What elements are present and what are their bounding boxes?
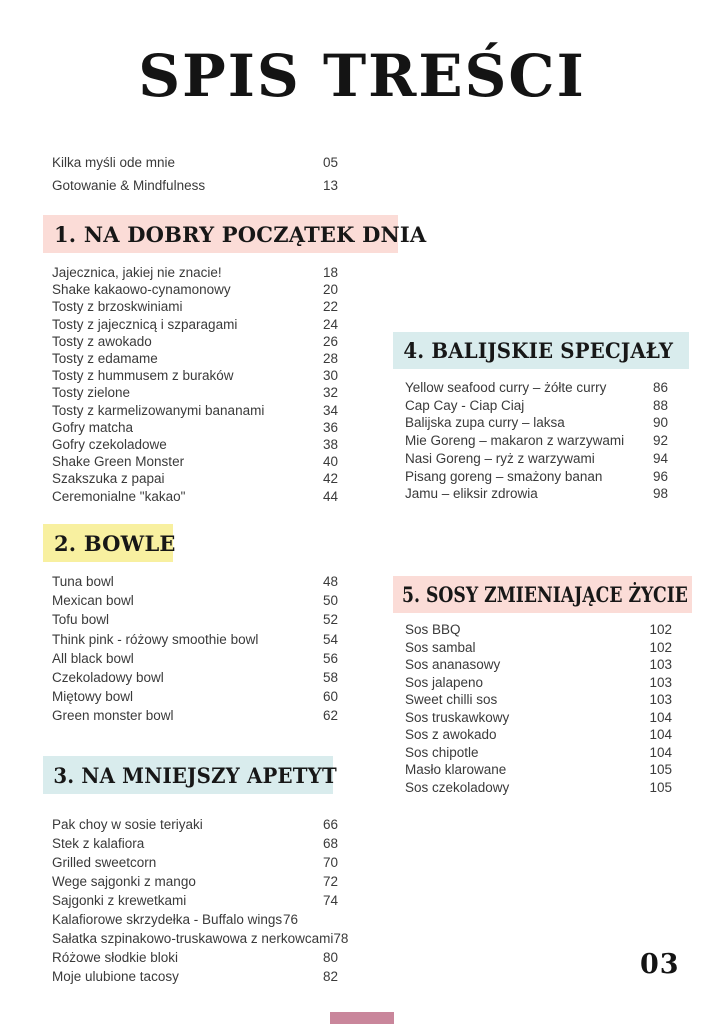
toc-row (52, 853, 338, 872)
toc-item-page: 26 (322, 333, 338, 349)
toc-row (52, 419, 338, 436)
toc-item-page: 76 (282, 912, 298, 927)
section-heading-box-3 (43, 756, 337, 794)
section-heading-2: 2. BOWLE (54, 530, 176, 556)
toc-item-page: 72 (322, 874, 338, 889)
toc-row (52, 264, 338, 281)
intro-list (52, 152, 338, 197)
section-heading-4: 4. BALIJSKIE SPECJAŁY (403, 338, 674, 363)
toc-item-label: Sos czekoladowy (405, 779, 510, 795)
toc-row (405, 656, 672, 674)
toc-row (52, 668, 338, 687)
section-heading-box-1 (43, 215, 427, 253)
toc-row (52, 649, 338, 668)
toc-item-page: 40 (322, 454, 338, 470)
toc-row (405, 621, 672, 639)
toc-row (52, 402, 338, 419)
toc-item-page: 48 (322, 574, 338, 589)
toc-row (52, 572, 338, 591)
toc-item-page: 66 (322, 817, 338, 832)
toc-item-page: 104 (649, 709, 672, 725)
toc-item-label: Gofry czekoladowe (52, 437, 167, 453)
toc-item-label: Think pink - różowy smoothie bowl (52, 631, 259, 647)
toc-item-page: 44 (322, 488, 338, 504)
toc-item-label: Shake kakaowo-cynamonowy (52, 282, 231, 298)
toc-item-page: 36 (322, 419, 338, 435)
toc-item-label: Miętowy bowl (52, 689, 134, 705)
toc-row (405, 414, 668, 432)
toc-row (52, 488, 338, 505)
toc-row (405, 639, 672, 657)
section-heading-box-4 (393, 332, 689, 369)
toc-item-label: Mexican bowl (52, 593, 134, 609)
toc-item-label: Czekoladowy bowl (52, 670, 164, 686)
section-heading-box-2 (43, 524, 176, 562)
toc-item-label: Różowe słodkie bloki (52, 950, 179, 965)
toc-item-page: 30 (322, 368, 338, 384)
toc-item-page: 28 (322, 351, 338, 367)
toc-item-label: Moje ulubione tacosy (52, 969, 179, 984)
toc-item-page: 42 (322, 471, 338, 487)
toc-item-label: Jamu – eliksir zdrowia (405, 486, 538, 502)
section-list-4 (405, 379, 668, 503)
toc-item-label: Pisang goreng – smażony banan (405, 468, 603, 484)
toc-item-label: Masło klarowane (405, 762, 507, 777)
toc-item-page: 88 (652, 397, 668, 413)
toc-item-label: Sos truskawkowy (405, 709, 510, 725)
toc-item-page: 70 (322, 855, 338, 870)
toc-item-page: 58 (322, 670, 338, 686)
toc-item-page: 82 (322, 969, 338, 984)
toc-row (52, 591, 338, 610)
toc-item-page: 104 (649, 727, 672, 742)
toc-row (405, 432, 668, 450)
section-list-1 (52, 264, 338, 505)
toc-item-label: Tosty z brzoskwiniami (52, 299, 183, 315)
toc-row (52, 436, 338, 453)
toc-item-label: Tosty zielone (52, 385, 131, 401)
toc-item-label: Mie Goreng – makaron z warzywami (405, 433, 625, 449)
toc-row (52, 367, 338, 384)
toc-item-page: 18 (322, 265, 338, 280)
toc-item-label: Shake Green Monster (52, 454, 185, 470)
toc-item-page: 102 (649, 622, 672, 637)
toc-row (405, 397, 668, 415)
toc-row (52, 384, 338, 401)
toc-item-page: 13 (322, 177, 338, 193)
toc-item-label: Tofu bowl (52, 612, 110, 628)
toc-item-label: Sajgonki z krewetkami (52, 893, 187, 908)
toc-item-label: Sos z awokado (405, 727, 497, 742)
toc-row (52, 175, 338, 198)
toc-item-page: 38 (322, 437, 338, 453)
toc-item-page: 54 (322, 631, 338, 647)
toc-item-page: 96 (652, 468, 668, 484)
toc-row (405, 450, 668, 468)
toc-item-label: Green monster bowl (52, 708, 174, 724)
toc-item-page: 102 (649, 639, 672, 655)
toc-item-page: 80 (322, 950, 338, 965)
toc-item-label: Sałatka szpinakowo-truskawowa z nerkowcami (52, 931, 334, 946)
toc-item-page: 90 (652, 415, 668, 431)
toc-item-page: 92 (652, 433, 668, 449)
toc-item-page: 103 (649, 674, 672, 690)
toc-item-label: Gofry matcha (52, 419, 134, 435)
toc-row (405, 744, 672, 762)
toc-item-page: 103 (649, 692, 672, 707)
toc-row (405, 691, 672, 709)
toc-item-label: Tosty z karmelizowanymi bananami (52, 402, 265, 418)
toc-row (52, 298, 338, 315)
toc-row (52, 281, 338, 298)
toc-item-page: 52 (322, 612, 338, 628)
toc-row (52, 872, 338, 891)
toc-item-label: Yellow seafood curry – żółte curry (405, 380, 607, 395)
toc-row (52, 706, 338, 725)
toc-item-page: 104 (649, 744, 672, 760)
page-number: 03 (640, 949, 680, 980)
toc-item-page: 86 (652, 380, 668, 395)
toc-item-label: Sweet chilli sos (405, 692, 498, 707)
section-list-5 (405, 621, 672, 796)
toc-item-label: Kalafiorowe skrzydełka - Buffalo wings (52, 912, 283, 927)
toc-item-label: Sos jalapeno (405, 674, 484, 690)
toc-item-label: Grilled sweetcorn (52, 855, 157, 870)
toc-item-page: 56 (322, 650, 338, 666)
toc-item-label: Jajecznica, jakiej nie znacie! (52, 265, 222, 280)
toc-row (405, 779, 672, 797)
toc-item-label: Sos sambal (405, 639, 476, 655)
toc-item-label: Pak choy w sosie teriyaki (52, 817, 203, 832)
toc-item-label: Szakszuka z papai (52, 471, 165, 487)
toc-item-page: 20 (322, 282, 338, 298)
toc-row (52, 891, 338, 910)
toc-item-page: 105 (649, 762, 672, 777)
toc-item-label: Tosty z hummusem z buraków (52, 368, 234, 384)
toc-row (52, 815, 338, 834)
toc-item-label: Sos BBQ (405, 622, 461, 637)
toc-item-page: 34 (322, 402, 338, 418)
toc-item-page: 94 (652, 450, 668, 466)
toc-item-page: 22 (322, 299, 338, 315)
toc-item-label: Stek z kalafiora (52, 836, 145, 851)
toc-row (52, 834, 338, 853)
section-heading-box-5 (393, 576, 692, 613)
toc-row (52, 350, 338, 367)
toc-item-label: Tuna bowl (52, 574, 114, 589)
toc-item-page: 32 (322, 385, 338, 401)
toc-row (405, 709, 672, 727)
toc-item-page: 68 (322, 836, 338, 851)
toc-row (52, 630, 338, 649)
toc-row (52, 910, 338, 929)
toc-item-page: 24 (322, 316, 338, 332)
toc-item-label: Sos chipotle (405, 744, 479, 760)
toc-item-label: Tosty z edamame (52, 351, 158, 367)
toc-row (405, 726, 672, 744)
toc-row (405, 379, 668, 397)
toc-row (52, 610, 338, 629)
toc-row (52, 929, 349, 948)
toc-item-label: Tosty z awokado (52, 333, 152, 349)
toc-row (52, 687, 338, 706)
toc-item-page: 105 (649, 779, 672, 795)
section-heading-1: 1. NA DOBRY POCZĄTEK DNIA (54, 221, 427, 247)
section-heading-5: 5. SOSY ZMIENIAJĄCE ŻYCIE (402, 582, 688, 607)
section-list-3 (52, 815, 349, 986)
toc-row (52, 152, 338, 175)
section-heading-3: 3. NA MNIEJSZY APETYT (53, 762, 337, 788)
footer-accent-bar (330, 1012, 394, 1024)
toc-item-page: 98 (652, 486, 668, 502)
toc-row (405, 761, 672, 779)
toc-item-page: 74 (322, 893, 338, 908)
toc-item-label: All black bowl (52, 650, 134, 666)
toc-item-label: Cap Cay - Ciap Ciaj (405, 397, 525, 413)
toc-item-label: Tosty z jajecznicą i szparagami (52, 316, 238, 332)
toc-item-label: Nasi Goreng – ryż z warzywami (405, 450, 595, 466)
toc-item-page: 103 (649, 657, 672, 672)
toc-item-label: Ceremonialne "kakao" (52, 488, 186, 504)
toc-row (52, 948, 338, 967)
toc-item-label: Sos ananasowy (405, 657, 501, 672)
toc-row (52, 333, 338, 350)
toc-item-page: 50 (322, 593, 338, 609)
toc-row (52, 316, 338, 333)
toc-item-label: Gotowanie & Mindfulness (52, 177, 206, 193)
page-title: SPIS TREŚCI (138, 42, 586, 110)
toc-row (405, 674, 672, 692)
toc-row (52, 453, 338, 470)
toc-item-label: Kilka myśli ode mnie (52, 155, 176, 170)
toc-item-page: 62 (322, 708, 338, 724)
toc-item-page: 60 (322, 689, 338, 705)
toc-item-label: Wege sajgonki z mango (52, 874, 196, 889)
toc-row (52, 967, 338, 986)
toc-row (52, 470, 338, 487)
toc-item-page: 05 (322, 155, 338, 170)
section-list-2 (52, 572, 338, 726)
toc-item-page: 78 (333, 931, 349, 946)
toc-row (405, 485, 668, 503)
toc-row (405, 468, 668, 486)
toc-item-label: Balijska zupa curry – laksa (405, 415, 565, 431)
